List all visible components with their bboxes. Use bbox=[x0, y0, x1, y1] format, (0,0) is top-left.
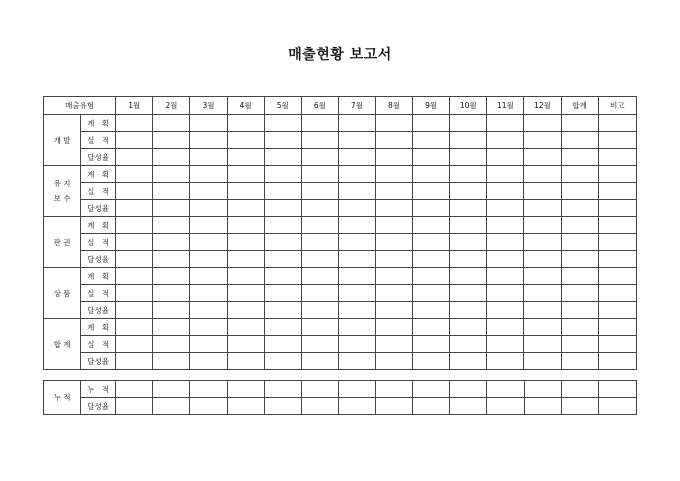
value-cell[interactable] bbox=[413, 353, 450, 370]
value-cell[interactable] bbox=[116, 251, 153, 268]
value-cell[interactable] bbox=[338, 336, 375, 353]
value-cell[interactable] bbox=[227, 285, 264, 302]
value-cell[interactable] bbox=[338, 285, 375, 302]
value-cell[interactable] bbox=[227, 115, 264, 132]
value-cell[interactable] bbox=[190, 132, 227, 149]
value-cell[interactable] bbox=[301, 302, 338, 319]
row-label: 계 획 bbox=[81, 319, 116, 336]
value-cell[interactable] bbox=[487, 200, 524, 217]
value-cell[interactable] bbox=[413, 234, 450, 251]
category-cell: 상 품 bbox=[44, 268, 81, 319]
value-cell[interactable] bbox=[561, 319, 598, 336]
value-cell[interactable] bbox=[301, 336, 338, 353]
category-cell: 개 발 bbox=[44, 115, 81, 166]
value-cell[interactable] bbox=[524, 302, 561, 319]
row-label: 실 적 bbox=[81, 183, 116, 200]
value-cell[interactable] bbox=[227, 217, 264, 234]
table-row bbox=[44, 149, 637, 166]
value-cell[interactable] bbox=[338, 268, 375, 285]
value-cell[interactable] bbox=[450, 149, 487, 166]
cumulative-table bbox=[43, 380, 637, 415]
value-cell[interactable] bbox=[264, 183, 301, 200]
value-cell[interactable] bbox=[153, 336, 190, 353]
value-cell[interactable] bbox=[264, 217, 301, 234]
value-cell[interactable] bbox=[376, 381, 413, 398]
value-cell[interactable] bbox=[227, 132, 264, 149]
row-label: 계 획 bbox=[81, 268, 116, 285]
table-row bbox=[44, 217, 637, 234]
table-row bbox=[44, 398, 637, 415]
value-cell[interactable] bbox=[301, 353, 338, 370]
value-cell[interactable] bbox=[264, 234, 301, 251]
value-cell[interactable] bbox=[376, 183, 413, 200]
value-cell[interactable] bbox=[190, 200, 227, 217]
value-cell[interactable] bbox=[227, 166, 264, 183]
category-cell bbox=[44, 166, 81, 217]
table-row bbox=[44, 183, 637, 200]
value-cell[interactable] bbox=[338, 234, 375, 251]
value-cell[interactable] bbox=[338, 149, 375, 166]
value-cell[interactable] bbox=[376, 398, 413, 415]
value-cell[interactable] bbox=[264, 381, 301, 398]
value-cell[interactable] bbox=[116, 217, 153, 234]
value-cell[interactable] bbox=[376, 319, 413, 336]
value-cell[interactable] bbox=[264, 200, 301, 217]
value-cell[interactable] bbox=[450, 268, 487, 285]
value-cell[interactable] bbox=[561, 149, 598, 166]
value-cell[interactable] bbox=[598, 285, 636, 302]
value-cell[interactable] bbox=[116, 381, 153, 398]
value-cell[interactable] bbox=[153, 217, 190, 234]
row-label: 계 획 bbox=[81, 217, 116, 234]
value-cell[interactable] bbox=[301, 234, 338, 251]
value-cell[interactable] bbox=[376, 132, 413, 149]
value-cell[interactable] bbox=[413, 302, 450, 319]
header-month: 11월 bbox=[487, 97, 524, 115]
value-cell[interactable] bbox=[264, 319, 301, 336]
value-cell[interactable] bbox=[524, 132, 561, 149]
category-cell: 누 적 bbox=[44, 381, 81, 415]
table-row bbox=[44, 285, 637, 302]
table-row bbox=[44, 381, 637, 398]
table-row bbox=[44, 234, 637, 251]
value-cell[interactable] bbox=[487, 336, 524, 353]
row-label: 계 획 bbox=[81, 115, 116, 132]
table-row bbox=[44, 166, 637, 183]
value-cell[interactable] bbox=[450, 285, 487, 302]
value-cell[interactable] bbox=[190, 115, 227, 132]
value-cell[interactable] bbox=[153, 319, 190, 336]
value-cell[interactable] bbox=[598, 268, 636, 285]
value-cell[interactable] bbox=[301, 132, 338, 149]
value-cell[interactable] bbox=[598, 381, 636, 398]
value-cell[interactable] bbox=[450, 381, 487, 398]
sales-status-table bbox=[43, 96, 637, 370]
header-month: 1월 bbox=[116, 97, 153, 115]
value-cell[interactable] bbox=[561, 217, 598, 234]
row-label: 실 적 bbox=[81, 132, 116, 149]
value-cell[interactable] bbox=[116, 285, 153, 302]
value-cell[interactable] bbox=[227, 268, 264, 285]
value-cell[interactable] bbox=[487, 268, 524, 285]
value-cell[interactable] bbox=[338, 200, 375, 217]
value-cell[interactable] bbox=[524, 200, 561, 217]
value-cell[interactable] bbox=[264, 336, 301, 353]
value-cell[interactable] bbox=[338, 398, 375, 415]
value-cell[interactable] bbox=[487, 302, 524, 319]
value-cell[interactable] bbox=[450, 302, 487, 319]
value-cell[interactable] bbox=[227, 302, 264, 319]
value-cell[interactable] bbox=[153, 285, 190, 302]
value-cell[interactable] bbox=[338, 353, 375, 370]
value-cell[interactable] bbox=[598, 166, 636, 183]
value-cell[interactable] bbox=[598, 115, 636, 132]
value-cell[interactable] bbox=[376, 285, 413, 302]
header-month: 8월 bbox=[376, 97, 413, 115]
value-cell[interactable] bbox=[376, 353, 413, 370]
value-cell[interactable] bbox=[301, 381, 338, 398]
table-row bbox=[44, 132, 637, 149]
header-month: 12월 bbox=[524, 97, 561, 115]
value-cell[interactable] bbox=[116, 234, 153, 251]
value-cell[interactable] bbox=[264, 268, 301, 285]
value-cell[interactable] bbox=[338, 381, 375, 398]
value-cell[interactable] bbox=[598, 217, 636, 234]
header-month: 10월 bbox=[450, 97, 487, 115]
table-row bbox=[44, 302, 637, 319]
row-label: 계 획 bbox=[81, 166, 116, 183]
value-cell[interactable] bbox=[153, 132, 190, 149]
value-cell[interactable] bbox=[116, 166, 153, 183]
value-cell[interactable] bbox=[487, 166, 524, 183]
value-cell[interactable] bbox=[153, 251, 190, 268]
value-cell[interactable] bbox=[487, 319, 524, 336]
table-row bbox=[44, 353, 637, 370]
header-total: 합계 bbox=[561, 97, 598, 115]
header-month: 6월 bbox=[301, 97, 338, 115]
category-label: 유 지 bbox=[53, 179, 71, 188]
value-cell[interactable] bbox=[413, 319, 450, 336]
value-cell[interactable] bbox=[450, 319, 487, 336]
table-row bbox=[44, 200, 637, 217]
category-cell: 합 계 bbox=[44, 319, 81, 370]
value-cell[interactable] bbox=[561, 302, 598, 319]
value-cell[interactable] bbox=[487, 285, 524, 302]
value-cell[interactable] bbox=[450, 234, 487, 251]
value-cell[interactable] bbox=[190, 336, 227, 353]
value-cell[interactable] bbox=[153, 302, 190, 319]
value-cell[interactable] bbox=[338, 217, 375, 234]
value-cell[interactable] bbox=[561, 285, 598, 302]
value-cell[interactable] bbox=[561, 398, 598, 415]
value-cell[interactable] bbox=[190, 183, 227, 200]
value-cell[interactable] bbox=[116, 353, 153, 370]
table-row bbox=[44, 319, 637, 336]
value-cell[interactable] bbox=[227, 251, 264, 268]
value-cell[interactable] bbox=[598, 251, 636, 268]
header-remarks: 비고 bbox=[598, 97, 636, 115]
value-cell[interactable] bbox=[190, 166, 227, 183]
value-cell[interactable] bbox=[190, 319, 227, 336]
value-cell[interactable] bbox=[524, 285, 561, 302]
value-cell[interactable] bbox=[524, 336, 561, 353]
value-cell[interactable] bbox=[301, 149, 338, 166]
value-cell[interactable] bbox=[190, 381, 227, 398]
value-cell[interactable] bbox=[598, 183, 636, 200]
row-label: 실 적 bbox=[81, 285, 116, 302]
value-cell[interactable] bbox=[338, 302, 375, 319]
value-cell[interactable] bbox=[413, 268, 450, 285]
value-cell[interactable] bbox=[524, 217, 561, 234]
value-cell[interactable] bbox=[116, 132, 153, 149]
value-cell[interactable] bbox=[450, 336, 487, 353]
value-cell[interactable] bbox=[227, 353, 264, 370]
value-cell[interactable] bbox=[376, 166, 413, 183]
value-cell[interactable] bbox=[413, 183, 450, 200]
value-cell[interactable] bbox=[190, 217, 227, 234]
value-cell[interactable] bbox=[376, 234, 413, 251]
value-cell[interactable] bbox=[264, 398, 301, 415]
table-row bbox=[44, 115, 637, 132]
value-cell[interactable] bbox=[598, 336, 636, 353]
row-label: 달성율 bbox=[81, 302, 116, 319]
value-cell[interactable] bbox=[561, 336, 598, 353]
header-month: 5월 bbox=[264, 97, 301, 115]
value-cell[interactable] bbox=[116, 336, 153, 353]
value-cell[interactable] bbox=[561, 200, 598, 217]
value-cell[interactable] bbox=[450, 115, 487, 132]
value-cell[interactable] bbox=[413, 398, 450, 415]
value-cell[interactable] bbox=[524, 398, 561, 415]
category-cell: 판 권 bbox=[44, 217, 81, 268]
value-cell[interactable] bbox=[153, 200, 190, 217]
value-cell[interactable] bbox=[487, 251, 524, 268]
value-cell[interactable] bbox=[116, 200, 153, 217]
value-cell[interactable] bbox=[524, 166, 561, 183]
value-cell[interactable] bbox=[376, 149, 413, 166]
value-cell[interactable] bbox=[413, 200, 450, 217]
value-cell[interactable] bbox=[338, 183, 375, 200]
value-cell[interactable] bbox=[524, 234, 561, 251]
value-cell[interactable] bbox=[524, 319, 561, 336]
value-cell[interactable] bbox=[153, 115, 190, 132]
row-label: 달성율 bbox=[81, 251, 116, 268]
value-cell[interactable] bbox=[301, 183, 338, 200]
value-cell[interactable] bbox=[598, 319, 636, 336]
value-cell[interactable] bbox=[598, 353, 636, 370]
value-cell[interactable] bbox=[190, 149, 227, 166]
value-cell[interactable] bbox=[413, 336, 450, 353]
header-row bbox=[44, 97, 637, 115]
value-cell[interactable] bbox=[301, 200, 338, 217]
table-row bbox=[44, 251, 637, 268]
page-title: 매출현황 보고서 bbox=[288, 47, 392, 63]
value-cell[interactable] bbox=[227, 336, 264, 353]
value-cell[interactable] bbox=[227, 200, 264, 217]
value-cell[interactable] bbox=[561, 381, 598, 398]
value-cell[interactable] bbox=[116, 268, 153, 285]
value-cell[interactable] bbox=[190, 234, 227, 251]
value-cell[interactable] bbox=[487, 115, 524, 132]
value-cell[interactable] bbox=[338, 115, 375, 132]
value-cell[interactable] bbox=[524, 149, 561, 166]
value-cell[interactable] bbox=[338, 132, 375, 149]
value-cell[interactable] bbox=[338, 166, 375, 183]
value-cell[interactable] bbox=[190, 302, 227, 319]
value-cell[interactable] bbox=[376, 217, 413, 234]
value-cell[interactable] bbox=[524, 268, 561, 285]
value-cell[interactable] bbox=[338, 251, 375, 268]
value-cell[interactable] bbox=[561, 132, 598, 149]
value-cell[interactable] bbox=[190, 268, 227, 285]
value-cell[interactable] bbox=[524, 251, 561, 268]
value-cell[interactable] bbox=[376, 115, 413, 132]
value-cell[interactable] bbox=[301, 285, 338, 302]
value-cell[interactable] bbox=[153, 183, 190, 200]
value-cell[interactable] bbox=[116, 319, 153, 336]
value-cell[interactable] bbox=[153, 268, 190, 285]
value-cell[interactable] bbox=[376, 268, 413, 285]
value-cell[interactable] bbox=[598, 149, 636, 166]
value-cell[interactable] bbox=[524, 115, 561, 132]
value-cell[interactable] bbox=[264, 166, 301, 183]
value-cell[interactable] bbox=[561, 183, 598, 200]
value-cell[interactable] bbox=[153, 166, 190, 183]
value-cell[interactable] bbox=[264, 251, 301, 268]
header-month: 9월 bbox=[413, 97, 450, 115]
value-cell[interactable] bbox=[301, 115, 338, 132]
value-cell[interactable] bbox=[264, 285, 301, 302]
value-cell[interactable] bbox=[264, 302, 301, 319]
value-cell[interactable] bbox=[450, 200, 487, 217]
value-cell[interactable] bbox=[301, 319, 338, 336]
value-cell[interactable] bbox=[598, 302, 636, 319]
row-label: 달성율 bbox=[81, 398, 116, 415]
value-cell[interactable] bbox=[116, 149, 153, 166]
value-cell[interactable] bbox=[487, 353, 524, 370]
value-cell[interactable] bbox=[413, 149, 450, 166]
value-cell[interactable] bbox=[598, 200, 636, 217]
value-cell[interactable] bbox=[598, 234, 636, 251]
value-cell[interactable] bbox=[227, 398, 264, 415]
value-cell[interactable] bbox=[376, 336, 413, 353]
row-label: 달성율 bbox=[81, 149, 116, 166]
value-cell[interactable] bbox=[116, 302, 153, 319]
row-label: 실 적 bbox=[81, 336, 116, 353]
value-cell[interactable] bbox=[116, 115, 153, 132]
value-cell[interactable] bbox=[264, 149, 301, 166]
table-row bbox=[44, 336, 637, 353]
value-cell[interactable] bbox=[561, 166, 598, 183]
value-cell[interactable] bbox=[264, 115, 301, 132]
value-cell[interactable] bbox=[190, 353, 227, 370]
header-month: 3월 bbox=[190, 97, 227, 115]
value-cell[interactable] bbox=[376, 251, 413, 268]
value-cell[interactable] bbox=[524, 381, 561, 398]
value-cell[interactable] bbox=[153, 234, 190, 251]
value-cell[interactable] bbox=[264, 353, 301, 370]
value-cell[interactable] bbox=[190, 398, 227, 415]
value-cell[interactable] bbox=[413, 217, 450, 234]
value-cell[interactable] bbox=[487, 183, 524, 200]
row-label: 달성율 bbox=[81, 353, 116, 370]
header-sales-type: 매출유형 bbox=[44, 97, 116, 115]
row-label: 달성율 bbox=[81, 200, 116, 217]
row-label: 실 적 bbox=[81, 234, 116, 251]
value-cell[interactable] bbox=[450, 251, 487, 268]
value-cell[interactable] bbox=[487, 217, 524, 234]
value-cell[interactable] bbox=[598, 132, 636, 149]
value-cell[interactable] bbox=[153, 353, 190, 370]
value-cell[interactable] bbox=[450, 132, 487, 149]
value-cell[interactable] bbox=[301, 268, 338, 285]
value-cell[interactable] bbox=[153, 381, 190, 398]
value-cell[interactable] bbox=[413, 132, 450, 149]
value-cell[interactable] bbox=[301, 398, 338, 415]
value-cell[interactable] bbox=[227, 234, 264, 251]
value-cell[interactable] bbox=[450, 166, 487, 183]
value-cell[interactable] bbox=[153, 398, 190, 415]
value-cell[interactable] bbox=[413, 251, 450, 268]
header-month: 2월 bbox=[153, 97, 190, 115]
value-cell[interactable] bbox=[561, 115, 598, 132]
value-cell[interactable] bbox=[301, 251, 338, 268]
value-cell[interactable] bbox=[227, 381, 264, 398]
value-cell[interactable] bbox=[227, 183, 264, 200]
value-cell[interactable] bbox=[413, 285, 450, 302]
value-cell[interactable] bbox=[153, 149, 190, 166]
value-cell[interactable] bbox=[487, 234, 524, 251]
value-cell[interactable] bbox=[561, 268, 598, 285]
value-cell[interactable] bbox=[450, 217, 487, 234]
value-cell[interactable] bbox=[598, 398, 636, 415]
table-row bbox=[44, 268, 637, 285]
row-label: 누 적 bbox=[81, 381, 116, 398]
value-cell[interactable] bbox=[227, 319, 264, 336]
value-cell[interactable] bbox=[376, 302, 413, 319]
value-cell[interactable] bbox=[301, 217, 338, 234]
value-cell[interactable] bbox=[190, 285, 227, 302]
value-cell[interactable] bbox=[524, 353, 561, 370]
value-cell[interactable] bbox=[116, 398, 153, 415]
value-cell[interactable] bbox=[450, 353, 487, 370]
category-label: 보 수 bbox=[53, 194, 71, 203]
value-cell[interactable] bbox=[413, 115, 450, 132]
value-cell[interactable] bbox=[524, 183, 561, 200]
value-cell[interactable] bbox=[450, 183, 487, 200]
header-month: 4월 bbox=[227, 97, 264, 115]
value-cell[interactable] bbox=[487, 381, 524, 398]
value-cell[interactable] bbox=[338, 319, 375, 336]
value-cell[interactable] bbox=[487, 132, 524, 149]
value-cell[interactable] bbox=[301, 166, 338, 183]
value-cell[interactable] bbox=[413, 381, 450, 398]
value-cell[interactable] bbox=[487, 398, 524, 415]
value-cell[interactable] bbox=[561, 234, 598, 251]
value-cell[interactable] bbox=[190, 251, 227, 268]
value-cell[interactable] bbox=[376, 200, 413, 217]
value-cell[interactable] bbox=[116, 183, 153, 200]
value-cell[interactable] bbox=[413, 166, 450, 183]
header-month: 7월 bbox=[338, 97, 375, 115]
value-cell[interactable] bbox=[450, 398, 487, 415]
value-cell[interactable] bbox=[561, 251, 598, 268]
value-cell[interactable] bbox=[227, 149, 264, 166]
value-cell[interactable] bbox=[487, 149, 524, 166]
value-cell[interactable] bbox=[561, 353, 598, 370]
value-cell[interactable] bbox=[264, 132, 301, 149]
